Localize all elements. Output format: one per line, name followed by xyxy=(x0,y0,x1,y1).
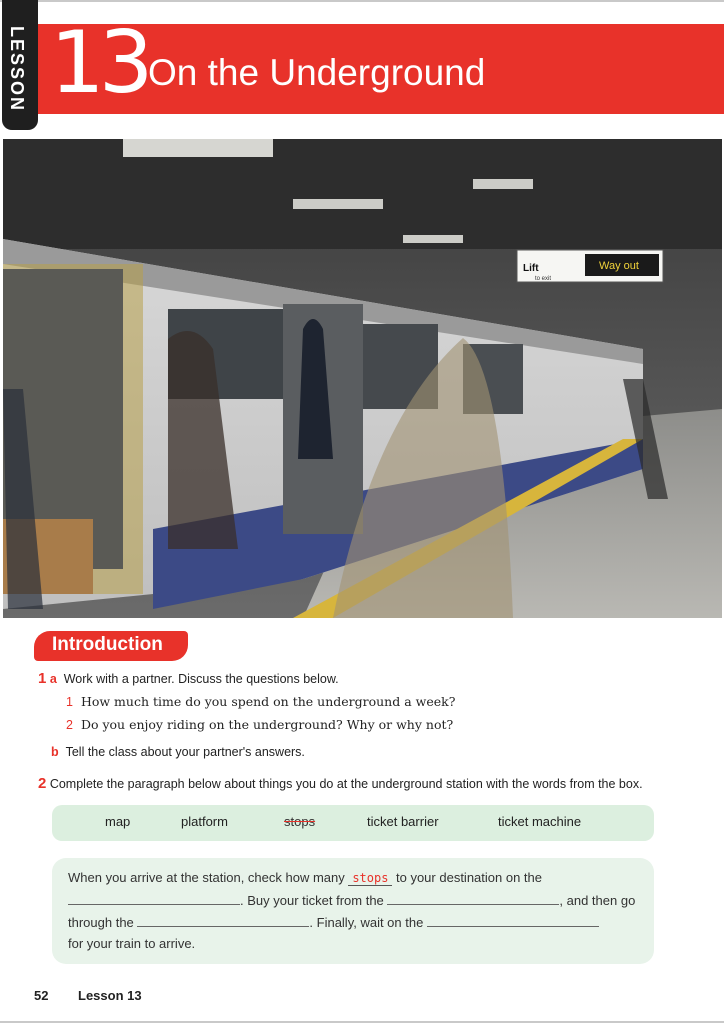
word-box xyxy=(52,805,654,841)
paragraph-text-2: to your destination on the xyxy=(396,870,542,885)
question-1-number: 1 xyxy=(66,695,73,709)
sign-way-out-text: Way out xyxy=(599,260,639,272)
word-ticket-machine: ticket machine xyxy=(498,814,582,829)
bottom-rule xyxy=(0,1021,724,1023)
exercise-1a-label: a xyxy=(49,672,57,686)
question-1 xyxy=(66,694,455,709)
lesson-number: 13 xyxy=(50,13,148,113)
paragraph-text-3: . Buy your ticket from the xyxy=(240,893,384,908)
paragraph-line-1 xyxy=(68,870,542,886)
exercise-1b-text: Tell the class about your partner's answers. xyxy=(65,745,305,759)
word-platform: platform xyxy=(181,814,228,829)
lesson-title: On the Underground xyxy=(148,52,486,93)
paragraph-box xyxy=(52,858,654,964)
paragraph-line-3 xyxy=(68,914,599,930)
paragraph-text-4: , and then go xyxy=(559,893,636,908)
blank-2[interactable] xyxy=(387,892,559,905)
page-number: 52 xyxy=(34,988,49,1003)
lesson-tab xyxy=(2,0,38,130)
exercise-1a-text: Work with a partner. Discuss the questions below. xyxy=(63,672,339,686)
question-2-number: 2 xyxy=(66,718,73,732)
word-map: map xyxy=(105,814,131,829)
section-title: Introduction xyxy=(52,634,163,655)
exercise-2 xyxy=(38,775,643,792)
word-stops-used: stops xyxy=(284,814,316,829)
word-ticket-barrier: ticket barrier xyxy=(367,814,439,829)
exercise-1b xyxy=(51,745,305,759)
exercise-2-number: 2 xyxy=(38,775,47,792)
exercise-2-instruction: Complete the paragraph below about things you do at the underground station with the words from the box. xyxy=(49,777,643,791)
section-title-pill xyxy=(34,631,188,661)
paragraph-line-4 xyxy=(68,936,195,951)
blank-1[interactable] xyxy=(68,892,240,905)
top-rule xyxy=(0,0,724,2)
answer-blank-stops: stops xyxy=(348,871,392,886)
blank-4[interactable] xyxy=(427,914,599,927)
sign-exit-text: to exit xyxy=(535,276,552,282)
question-2-text: Do you enjoy riding on the underground? Why or why not? xyxy=(80,717,454,732)
sign-lift-text: Lift xyxy=(523,263,539,274)
paragraph-line-2 xyxy=(68,892,635,908)
question-2 xyxy=(66,717,453,732)
paragraph-text-1: When you arrive at the station, check how many xyxy=(68,870,345,885)
question-1-text: How much time do you spend on the underground a week? xyxy=(80,694,456,709)
paragraph-text-7: for your train to arrive. xyxy=(68,936,196,951)
exercise-1-number: 1 xyxy=(38,670,47,687)
blank-3[interactable] xyxy=(137,914,309,927)
lesson-label: LESSON xyxy=(7,26,27,113)
photo-illustration xyxy=(3,139,722,618)
exercise-1b-label: b xyxy=(51,745,59,759)
footer-lesson: Lesson 13 xyxy=(78,988,142,1003)
exercise-1a xyxy=(38,670,339,687)
paragraph-text-5: through the xyxy=(68,915,134,930)
paragraph-text-6: . Finally, wait on the xyxy=(309,915,424,930)
underground-photo xyxy=(3,139,722,618)
